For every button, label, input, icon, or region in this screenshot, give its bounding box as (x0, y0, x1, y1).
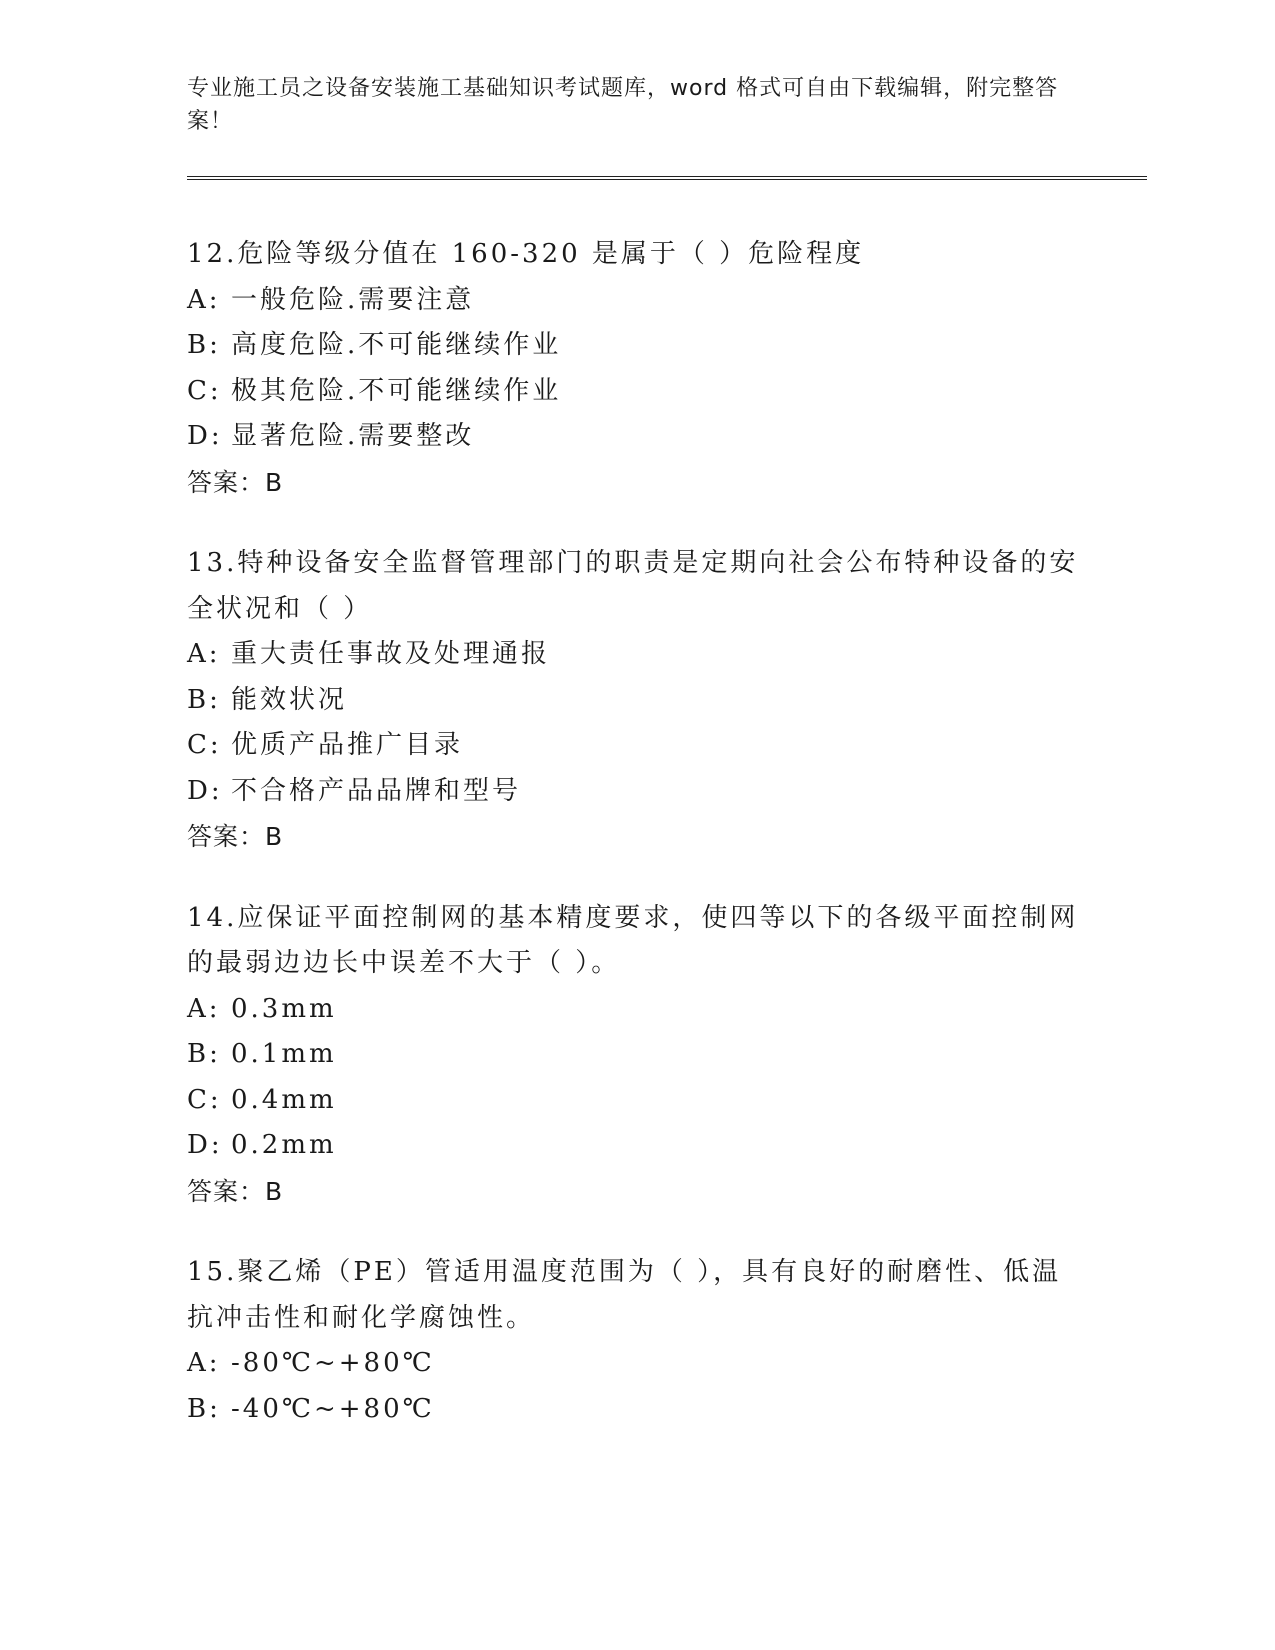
option-b (187, 1032, 1087, 1078)
question-stem: 12.危险等级分值在 160-320 是属于（ ）危险程度 (187, 239, 865, 269)
option-key: D: (187, 775, 223, 806)
option-key: C: (187, 1084, 222, 1115)
option-c (187, 1078, 1087, 1124)
option-key: B: (187, 330, 221, 360)
option-text: 显著危险.需要整改 (231, 421, 475, 451)
header-divider (187, 176, 1147, 180)
option-text: 0.1mm (231, 1039, 337, 1069)
option-d (187, 1123, 1087, 1169)
option-key: D: (187, 421, 223, 451)
option-text: 能效状况 (231, 684, 348, 715)
option-text: 一般危险.需要注意 (231, 284, 475, 315)
option-b (187, 323, 1087, 369)
option-key: A: (187, 284, 221, 315)
option-d (187, 414, 1087, 460)
option-a (187, 987, 1087, 1033)
option-key: A: (187, 639, 221, 669)
option-key: B: (187, 1393, 221, 1424)
answer-line: 答案：B (187, 1176, 284, 1206)
option-c (187, 723, 1087, 769)
option-b (187, 678, 1087, 724)
answer-line: 答案：B (187, 822, 284, 851)
option-text: -80℃~+80℃ (231, 1348, 435, 1378)
question-14 (187, 896, 1087, 1215)
option-a (187, 632, 1087, 678)
document-header: 专业施工员之设备安装施工基础知识考试题库，word 格式可自由下载编辑，附完整答案！ (187, 76, 1059, 134)
question-stem: 14.应保证平面控制网的基本精度要求，使四等以下的各级平面控制网的最弱边边长中误差不大于（ ）。 (187, 902, 1079, 978)
option-key: A: (187, 993, 221, 1024)
option-key: D: (187, 1130, 223, 1160)
answer-line: 答案：B (187, 467, 284, 497)
document-page (187, 0, 1147, 1650)
question-stem: 13.特种设备安全监督管理部门的职责是定期向社会公布特种设备的安全状况和（ ） (187, 548, 1079, 624)
option-key: B: (187, 684, 221, 715)
question-13 (187, 541, 1087, 860)
question-12 (187, 232, 1087, 505)
option-text: 优质产品推广目录 (231, 730, 464, 760)
question-15 (187, 1250, 1087, 1432)
option-text: 极其危险.不可能继续作业 (231, 375, 562, 406)
option-text: 不合格产品品牌和型号 (231, 775, 522, 806)
option-b (187, 1387, 1087, 1433)
option-c (187, 369, 1087, 415)
option-key: B: (187, 1039, 221, 1069)
question-list (187, 232, 1087, 1468)
option-key: C: (187, 730, 222, 760)
option-key: C: (187, 375, 222, 406)
option-text: 重大责任事故及处理通报 (231, 639, 551, 669)
question-stem: 15.聚乙烯（PE）管适用温度范围为（ ），具有良好的耐磨性、低温抗冲击性和耐化学腐蚀性。 (187, 1257, 1062, 1333)
option-text: -40℃~+80℃ (231, 1393, 435, 1424)
option-key: A: (187, 1348, 221, 1378)
option-text: 0.2mm (231, 1130, 337, 1160)
option-text: 0.3mm (231, 993, 337, 1024)
option-text: 高度危险.不可能继续作业 (231, 330, 562, 360)
option-text: 0.4mm (231, 1084, 337, 1115)
option-a (187, 278, 1087, 324)
option-a (187, 1341, 1087, 1387)
option-d (187, 769, 1087, 815)
